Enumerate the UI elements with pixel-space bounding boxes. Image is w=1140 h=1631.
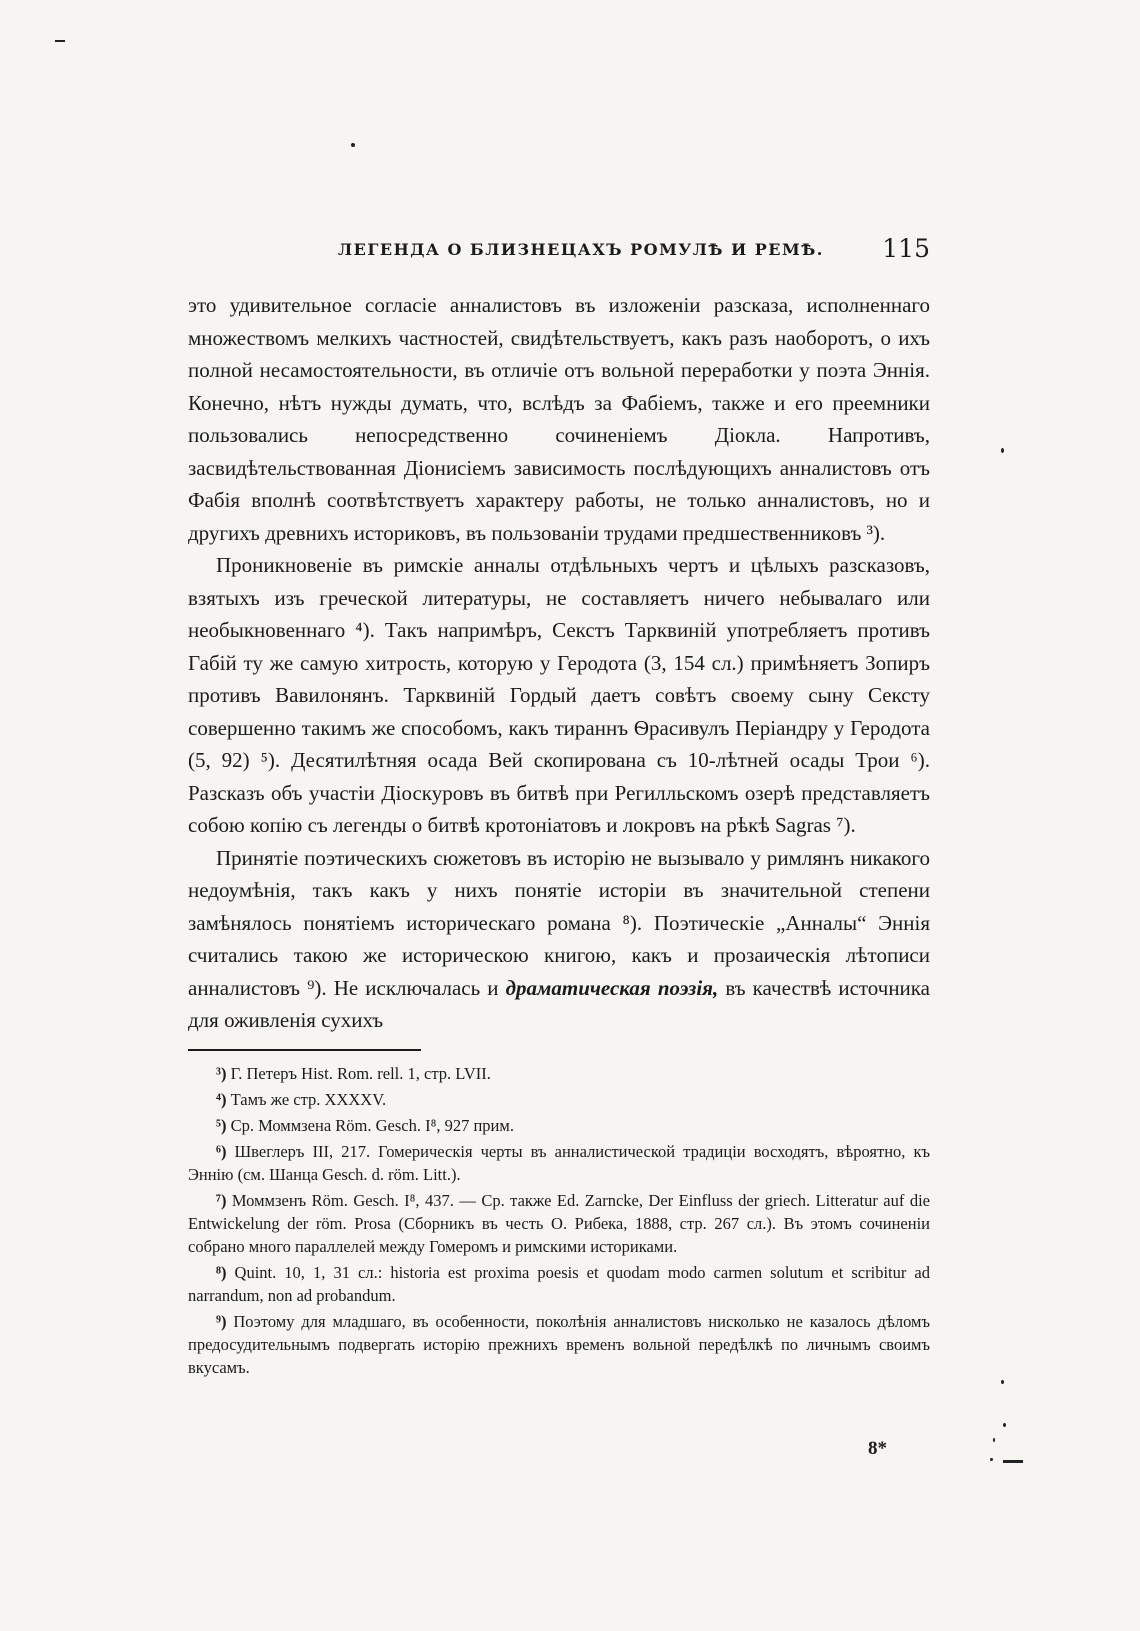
footnote-marker: ⁴): [216, 1090, 227, 1109]
footnote-4: [188, 1088, 930, 1111]
scan-speck: [1003, 1423, 1006, 1427]
footnote-8: [188, 1261, 930, 1307]
footnotes: [188, 1062, 930, 1382]
footnote-text: Поэтому для младшаго, въ особенности, поколѣнія анналистовъ нисколько не казалось дѣломъ предосудительнымъ подвергать исторію прежнихъ временъ вольной передѣлкѣ по личнымъ своимъ вкусамъ.: [188, 1312, 930, 1377]
paragraph-3-closing: въ качествѣ источника для оживленія сухихъ: [188, 975, 931, 1032]
signature-mark: 8*: [868, 1438, 887, 1459]
main-text: [188, 289, 930, 1037]
footnote-3: [188, 1062, 930, 1085]
paragraph-1: это удивительное согласіе анналистовъ въ изложеніи разсказа, исполненнаго множествомъ мелкихъ частностей, свидѣтельствуетъ, какъ разъ наоборотъ, о ихъ полной несамостоятельности, въ отличіе отъ вольной переработки у поэта Эннія. Конечно, нѣтъ нужды думать, что, вслѣдъ за Фабіемъ, также и его преемники пользовались непосредственно сочиненіемъ Діокла. Напротивъ, засвидѣтельствованная Діонисіемъ зависимость послѣдующихъ анналистовъ отъ Фабія вполнѣ соотвѣтствуетъ характеру работы, не только анналистовъ, но и другихъ древнихъ историковъ, въ пользованіи трудами предшественниковъ ³).: [188, 293, 930, 545]
footnote-marker: ⁹): [216, 1312, 227, 1331]
paragraph-2: Проникновеніе въ римскіе анналы отдѣльныхъ чертъ и цѣлыхъ разсказовъ, взятыхъ изъ греческой литературы, не составляетъ ничего небывалаго или необыкновеннаго ⁴). Такъ напримѣръ, Секстъ Тарквиній употребляетъ противъ Габій ту же самую хитрость, которую у Геродота (3, 154 сл.) примѣняетъ Зопиръ противъ Вавилонянъ. Тарквиній Гордый даетъ совѣтъ своему сыну Сексту совершенно такимъ же способомъ, какъ тираннъ Ѳрасивулъ Періандру у Геродота (5, 92) ⁵). Десятилѣтняя осада Вей скопирована съ 10-лѣтней осады Трои ⁶). Разсказъ объ участіи Діоскуровъ въ битвѣ при Регилльскомъ озерѣ представляетъ собою копію съ легенды о битвѣ кротоніатовъ и локровъ на рѣкѣ Sagras ⁷).: [188, 553, 930, 837]
footnote-text: Quint. 10, 1, 31 сл.: historia est proxima poesis et quodam modo carmen solutum et scribitur ad narrandum, non ad probandum.: [188, 1263, 931, 1305]
paragraph-3-text: Принятіе поэтическихъ сюжетовъ въ исторію не вызывало у римлянъ никакого недоумѣнія, такъ какъ у нихъ понятіе исторіи въ значительной степени замѣнялось понятіемъ историческаго романа ⁸). Поэтическіе „Анналы“ Эннія считались такою же историческою книгою, какъ и прозаическія лѣтописи анналистовъ ⁹). Не исключалась и: [188, 845, 930, 1000]
page-header: [188, 236, 930, 270]
footnote-6: [188, 1140, 930, 1186]
scan-mark-bottom-right: [1003, 1460, 1023, 1463]
page-number: 115: [882, 234, 930, 263]
footnote-divider: [188, 1049, 421, 1051]
footnote-text: Ср. Моммзена Röm. Gesch. I⁸, 927 прим.: [230, 1116, 514, 1135]
footnote-marker: ⁷): [216, 1191, 227, 1210]
scan-speck: [1001, 448, 1004, 453]
italic-phrase: драматическая поэзія,: [505, 975, 719, 1000]
scan-speck: [993, 1438, 995, 1442]
scan-speck: [990, 1458, 993, 1461]
paragraph-3: [188, 842, 930, 1037]
footnote-marker: ⁵): [216, 1116, 227, 1135]
scan-speck: [1001, 1380, 1004, 1384]
footnote-marker: ⁶): [216, 1142, 227, 1161]
scan-speck: [351, 143, 355, 147]
footnote-7: [188, 1189, 930, 1258]
footnote-9: [188, 1310, 930, 1379]
footnote-marker: ³): [216, 1064, 227, 1083]
footnote-5: [188, 1114, 930, 1137]
footnote-marker: ⁸): [216, 1263, 227, 1282]
footnote-text: Тамъ же стр. XXXXV.: [230, 1090, 387, 1109]
footnote-text: Швеглеръ III, 217. Гомерическія черты въ анналистической традиціи восходятъ, вѣроятно, къ Эннію (см. Шанца Gesch. d. röm. Litt.).: [188, 1142, 931, 1184]
scan-mark-top-left: [55, 40, 65, 42]
running-title: ЛЕГЕНДА О БЛИЗНЕЦАХЪ РОМУЛѢ И РЕМѢ.: [338, 240, 824, 259]
footnote-text: Г. Петеръ Hist. Rom. rell. 1, стр. LVII.: [230, 1064, 491, 1083]
footnote-text: Моммзенъ Röm. Gesch. I⁸, 437. — Ср. также Ed. Zarncke, Der Einfluss der griech. Litteratur auf die Entwickelung der röm. Prosa (Сборникъ въ честь О. Рибека, 1888, стр. 267 сл.). Въ этомъ сочиненіи собрано много параллелей между Гомеромъ и римскими историками.: [188, 1191, 930, 1256]
